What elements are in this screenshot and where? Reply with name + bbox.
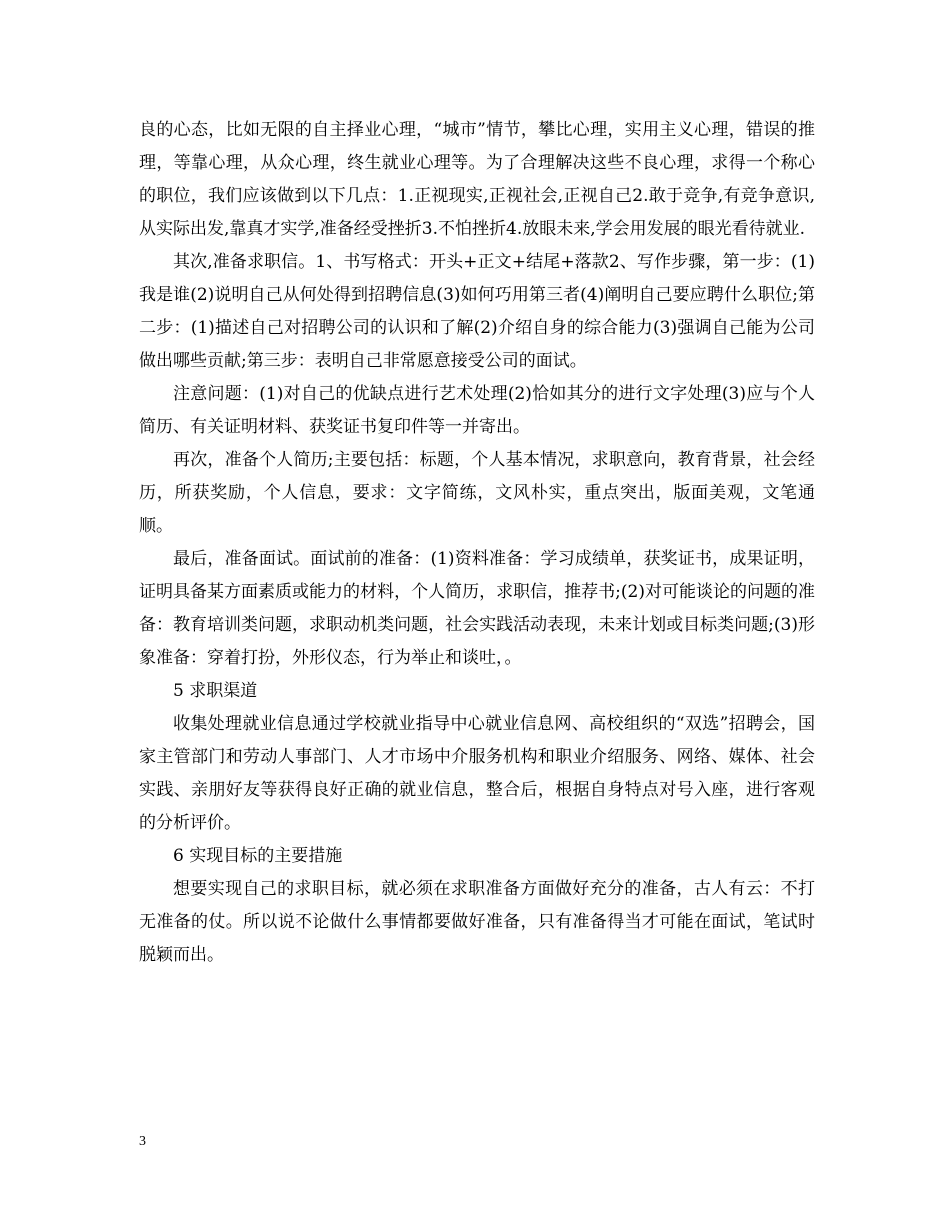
paragraph-resume: 再次，准备个人简历;主要包括：标题，个人基本情况，求职意向，教育背景，社会经历，所获奖励，个人信息，要求：文字简练，文风朴实，重点突出，版面美观，文笔通顺。 — [139, 450, 815, 536]
page-number: 3 — [139, 1134, 146, 1149]
paragraph-cover-letter: 其次,准备求职信。1、书写格式：开头+正文+结尾+落款2、写作步骤，第一步：(1)我是谁(2)说明自己从何处得到招聘信息(3)如何巧用第三者(4)阐明自己要应聘什么职位;第二步：(1)描述自己对招聘公司的认识和了解(2)介绍自身的综合能力(3)强调自己能为公司做出哪些贡献;第三步：表明自己非常愿意接受公司的面试。 — [139, 252, 815, 371]
paragraph-channels: 收集处理就业信息通过学校就业指导中心就业信息网、高校组织的“双选”招聘会，国家主管部门和劳动人事部门、人才市场中介服务机构和职业介绍服务、网络、媒体、社会实践、亲朋好友等获得良好正确的就业信息，整合后，根据自身特点对号入座，进行客观的分析评价。 — [139, 714, 815, 833]
paragraph-interview: 最后，准备面试。面试前的准备：(1)资料准备：学习成绩单，获奖证书，成果证明，证明具备某方面素质或能力的材料，个人简历，求职信，推荐书;(2)对可能谈论的问题的准备：教育培训类问题，求职动机类问题，社会实践活动表现，未来计划或目标类问题;(3)形象准备：穿着打扮，外形仪态，行为举止和谈吐，。 — [139, 549, 815, 668]
paragraph-continued: 良的心态，比如无限的自主择业心理，“城市”情节，攀比心理，实用主义心理，错误的推理，等靠心理，从众心理，终生就业心理等。为了合理解决这些不良心理，求得一个称心的职位，我们应该做到以下几点：1.正视现实,正视社会,正视自己2.敢于竞争,有竞争意识,从实际出发,靠真才实学,准备经受挫折3.不怕挫折4.放眼未来,学会用发展的眼光看待就业. — [139, 120, 815, 239]
body-text — [139, 114, 815, 972]
paragraph-measures: 想要实现自己的求职目标，就必须在求职准备方面做好充分的准备，古人有云：不打无准备的仗。所以说不论做什么事情都要做好准备，只有准备得当才可能在面试，笔试时脱颖而出。 — [139, 879, 815, 965]
section-heading-measures: 6 实现目标的主要措施 — [173, 846, 343, 866]
section-heading-channels: 5 求职渠道 — [173, 681, 258, 701]
paragraph-notes: 注意问题：(1)对自己的优缺点进行艺术处理(2)恰如其分的进行文字处理(3)应与个人简历、有关证明材料、获奖证书复印件等一并寄出。 — [139, 384, 815, 437]
